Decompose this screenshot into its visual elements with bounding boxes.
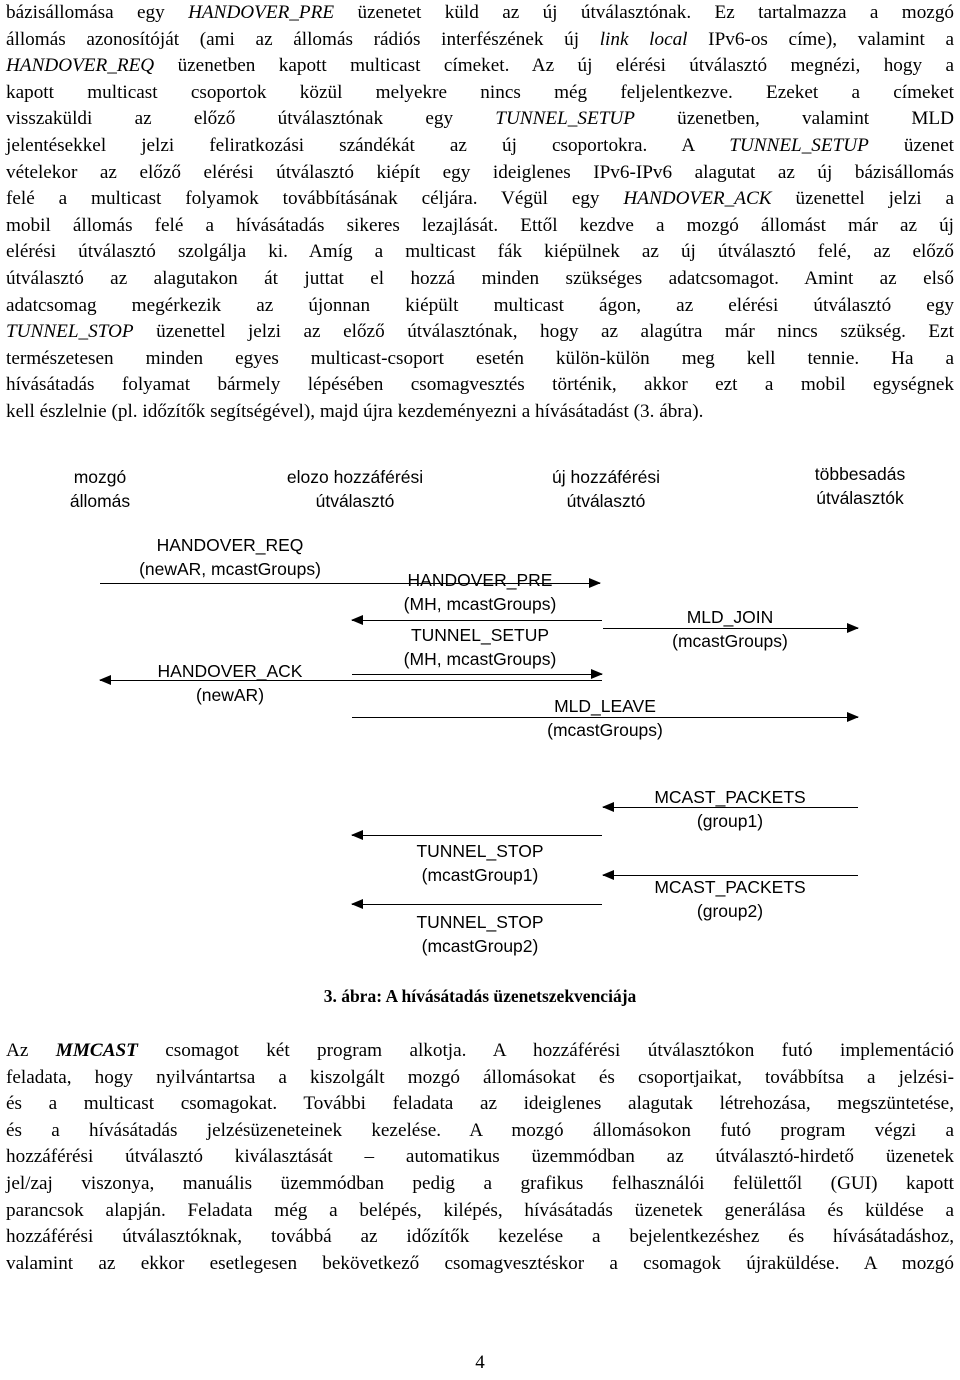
body-paragraph-bottom [6, 1038, 954, 1277]
text-run: felé a multicast folyamok továbbításának céljára. Végül egy [6, 188, 624, 210]
text-run: hozzáférési útválasztóknak, továbbá az időzítők kezelése a bejelentkezéshez és hívásátadáshoz, [6, 1226, 954, 1248]
participant-previous-access-router: elozo hozzáférési útválasztó [286, 467, 424, 511]
arrow-mcast-packets-group2 [603, 875, 858, 876]
text-run: és a multicast csomagokat. További feladata az ideiglenes alagutak létrehozása, megszüntetése, [6, 1093, 954, 1115]
text-line [6, 346, 954, 373]
arrow-handover-ack [100, 680, 602, 681]
italic-term: HANDOVER_REQ [6, 55, 155, 77]
text-run: vételekor az előző elérési útválasztó kiépít egy ideiglenes IPv6-IPv6 alagutat az új bázisállomás [6, 161, 954, 183]
text-line [6, 1065, 954, 1092]
message-label-tunnel-stop-group2: TUNNEL_STOP (mcastGroup2) [416, 912, 544, 956]
text-line [6, 27, 954, 54]
text-line [6, 0, 954, 27]
arrow-mld-join [603, 628, 858, 629]
text-run: hívásátadás folyamat bármely lépésében csomagvesztés történik, akkor ezt a mobil egységnek [6, 374, 954, 396]
message-label-tunnel-stop-group1: TUNNEL_STOP (mcastGroup1) [416, 841, 544, 885]
text-run: mobil állomás felé a hívásátadás sikeres lezajlását. Ettől kezdve a mozgó állomást már az új [6, 214, 954, 236]
text-line [6, 1251, 954, 1278]
text-line [6, 319, 954, 346]
text-run: IPv6-os címe), valamint a [687, 28, 955, 50]
text-run: természetesen minden egyes multicast-csoport esetén külön-külön meg kell tennie. Ha a [6, 347, 954, 369]
text-run: visszaküldi az előző útválasztónak egy [6, 108, 496, 130]
arrow-mld-leave [352, 717, 858, 718]
italic-term: HANDOVER_ACK [623, 188, 772, 210]
text-run: adatcsomag megérkezik az újonnan kiépült multicast ágon, az elérési útválasztó egy [6, 294, 954, 316]
body-paragraph-top [6, 0, 954, 426]
text-run: útválasztó az alagutakon át juttat el hozzá minden szükséges adatcsomagot. Amint az első [6, 267, 954, 289]
arrow-tunnel-stop-group1 [352, 835, 602, 836]
message-label-handover-req: HANDOVER_REQ (newAR, mcastGroups) [139, 535, 321, 579]
text-run: üzenet [868, 134, 955, 156]
sequence-diagram [0, 452, 960, 982]
text-run: üzenetben kapott multicast címeket. Az új elérési útválasztó megnézi, hogy a [154, 55, 954, 77]
text-line [6, 160, 954, 187]
text-run: csomagot két program alkotja. A hozzáférési útválasztókon futó implementáció [137, 1040, 955, 1061]
text-run: Az [6, 1040, 56, 1061]
figure-caption: 3. ábra: A hívásátadás üzenetszekvenciája [323, 986, 637, 1006]
text-line [6, 1038, 954, 1065]
text-run: hozzáférési útválasztó kiválasztását – automatikus üzemmódban az útválasztó-hirdető üzenetek [6, 1146, 954, 1168]
text-run: és a hívásátadás jelzésüzeneteinek kezelése. A mozgó állomásokon futó program végzi a [6, 1119, 954, 1141]
message-label-mcast-packets-group2: MCAST_PACKETS (group2) [654, 877, 806, 921]
text-line [6, 372, 954, 399]
message-label-tunnel-setup: TUNNEL_SETUP (MH, mcastGroups) [403, 625, 557, 669]
text-line [6, 80, 954, 107]
text-line [6, 1091, 954, 1118]
participant-new-access-router: új hozzáférési útválasztó [552, 467, 660, 511]
italic-term: TUNNEL_STOP [6, 321, 134, 343]
text-run: parancsok alapján. Feladata még a belépés, kilépés, hívásátadás üzenetek generálása és küldése a [6, 1199, 954, 1221]
participant-mobile-station: mozgó állomás [69, 467, 131, 511]
text-run: üzenetben, valamint MLD [634, 108, 954, 130]
participant-multicast-routers: többesadás útválasztók [814, 464, 906, 508]
text-run: állomás azonosítóját (ami az állomás rádiós interfészének új [6, 28, 600, 50]
message-label-mcast-packets-group1: MCAST_PACKETS (group1) [654, 787, 806, 831]
text-run: valamint az ekkor esetlegesen bekövetkező csomagvesztéskor a csomagok újraküldése. A mozgó [6, 1252, 954, 1274]
italic-term: HANDOVER_PRE [188, 2, 335, 23]
message-label-mld-leave: MLD_LEAVE (mcastGroups) [547, 696, 663, 740]
text-line [6, 1224, 954, 1251]
message-label-handover-ack: HANDOVER_ACK (newAR) [157, 661, 303, 705]
arrow-tunnel-stop-group2 [352, 904, 602, 905]
text-line [6, 133, 954, 160]
text-run: üzenettel jelzi az előző útválasztónak, hogy az alagútra már nincs szükség. Ezt [133, 321, 954, 343]
text-line [6, 239, 954, 266]
text-run: elérési útválasztó szolgálja ki. Amíg a multicast fák kiépülnek az új útválasztó felé, az előző [6, 241, 954, 263]
text-line [6, 1118, 954, 1145]
text-run: jel/zaj viszonya, manuális üzemmódban pedig a grafikus felhasználói felülettől (GUI) kapott [6, 1172, 954, 1194]
text-run: üzenettel jelzi a [771, 188, 954, 210]
message-label-mld-join: MLD_JOIN (mcastGroups) [672, 607, 788, 651]
text-line [6, 293, 954, 320]
text-run: feladata, hogy nyilvántartsa a kiszolgált mozgó állomásokat és csoportjaikat, továbbítsa a jelzési- [6, 1066, 954, 1088]
text-run: kapott multicast csoportok közül melyekre nincs még feljelentkezve. Ezeket a címeket [6, 81, 954, 103]
text-line [6, 186, 954, 213]
text-line [6, 399, 954, 426]
arrow-tunnel-setup [352, 674, 602, 675]
text-line [6, 1144, 954, 1171]
text-line [6, 106, 954, 133]
text-line [6, 1198, 954, 1225]
arrow-mcast-packets-group1 [603, 807, 858, 808]
italic-term: TUNNEL_SETUP [729, 134, 869, 156]
text-line [6, 53, 954, 80]
text-run: jelentésekkel jelzi feliratkozási szándékát az új csoportokra. A [6, 134, 730, 156]
italic-term: MMCAST [55, 1040, 138, 1061]
arrow-handover-pre [352, 620, 602, 621]
page-number: 4 [475, 1352, 485, 1373]
italic-term: TUNNEL_SETUP [495, 108, 635, 130]
text-run: üzenetet küld az új útválasztónak. Ez tartalmazza a mozgó [334, 2, 955, 23]
message-label-handover-pre: HANDOVER_PRE (MH, mcastGroups) [403, 570, 557, 614]
text-line [6, 266, 954, 293]
text-line [6, 213, 954, 240]
text-run: kell észlelnie (pl. időzítők segítségével), majd újra kezdeményezni a hívásátadást (3. ábra). [6, 400, 704, 422]
italic-term: link local [599, 28, 688, 50]
text-run: bázisállomása egy [6, 2, 189, 23]
text-line [6, 1171, 954, 1198]
